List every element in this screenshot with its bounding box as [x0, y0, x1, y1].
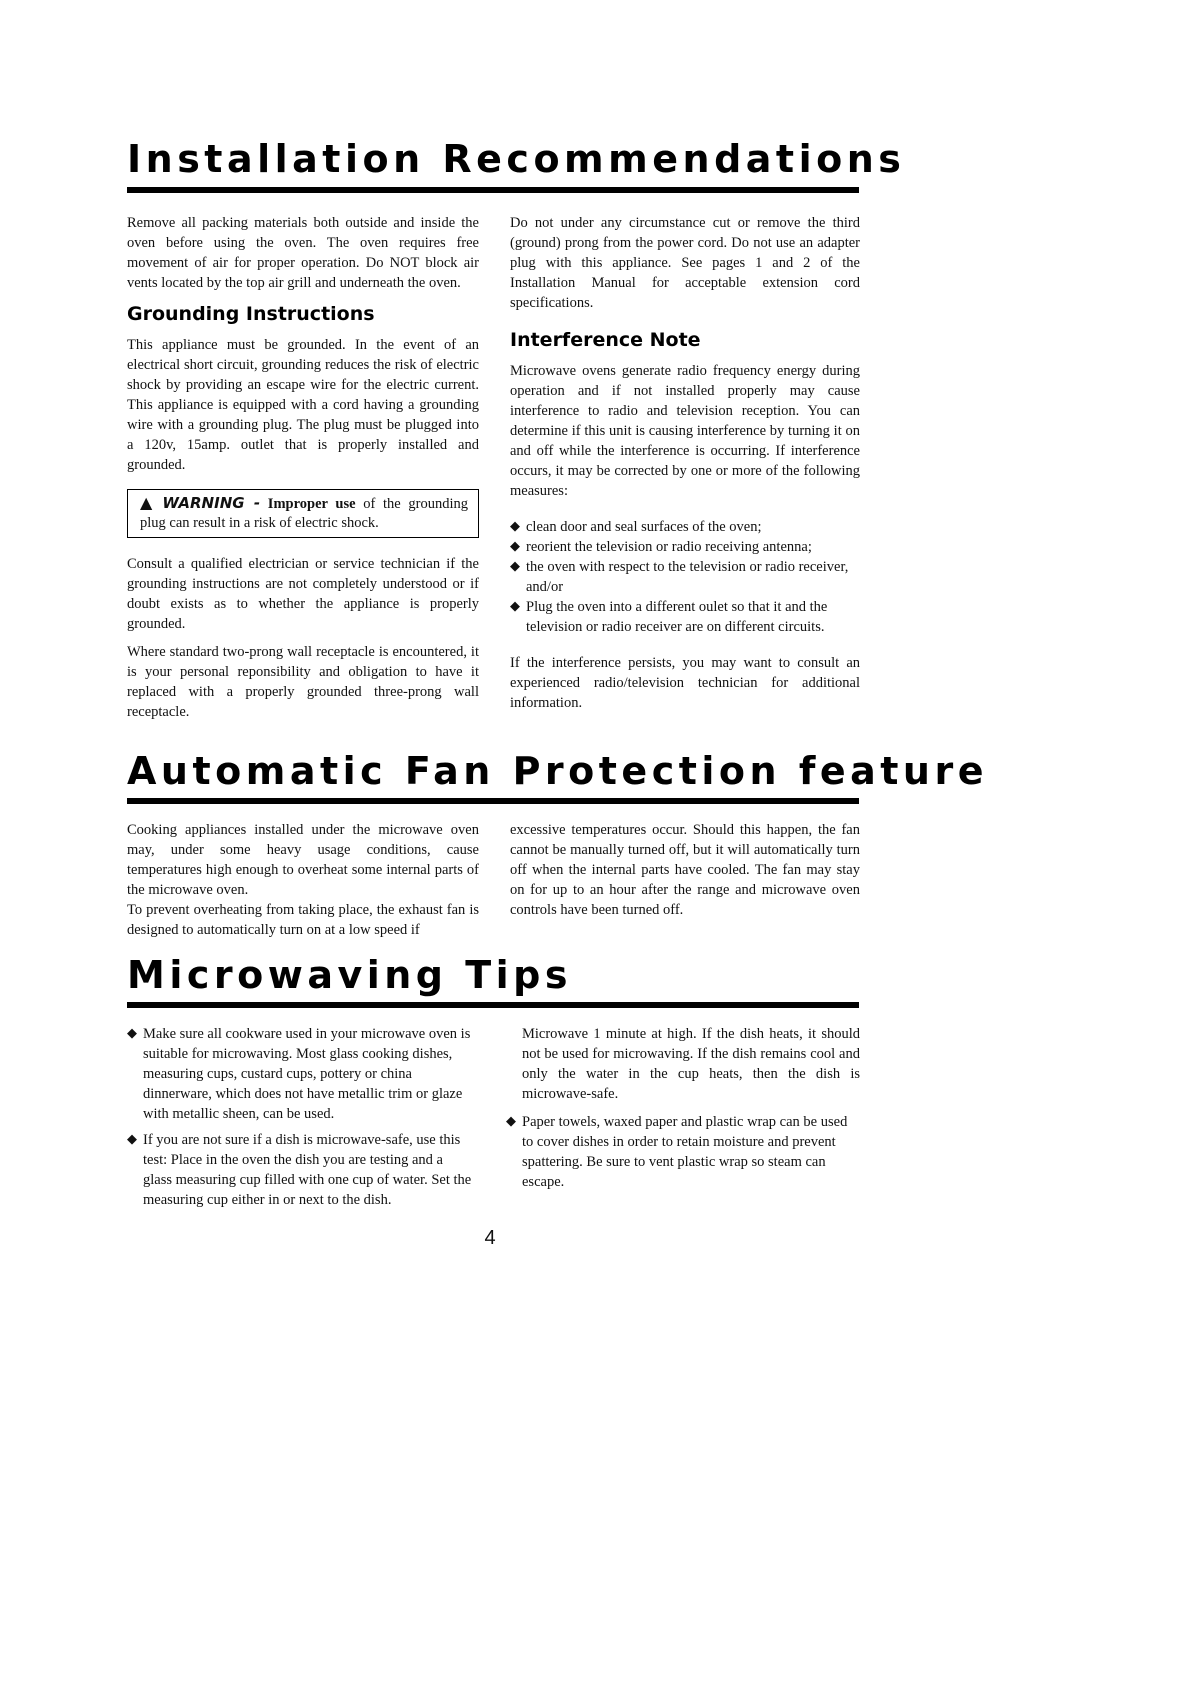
diamond-bullet-icon: ◆	[506, 1114, 516, 1129]
interference-measures	[510, 517, 860, 637]
title-rule	[127, 798, 859, 804]
interference-heading: Interference Note	[510, 329, 701, 351]
ground-prong-paragraph: Do not under any circumstance cut or remove the third (ground) prong from the power cord. Do not use an adapter plug with this appliance. See pages 1 and 2 of the Installation Manual for acceptable extension cord specifications.	[510, 215, 860, 311]
installation-intro: Remove all packing materials both outside and inside the oven before using the oven. The oven requires free movement of air for proper operation. Do NOT block air vents located by the top air grill and underneath the oven.	[127, 215, 479, 291]
list-item: ◆ Plug the oven into a different oulet so that it and the television or radio receiver are on different circuits.	[510, 599, 828, 635]
list-item: ◆ Paper towels, waxed paper and plastic wrap can be used to cover dishes in order to retain moisture and prevent spattering. Be sure to vent plastic wrap so steam can escape.	[506, 1114, 848, 1190]
warning-box	[127, 489, 479, 538]
diamond-bullet-icon: ◆	[510, 539, 520, 554]
warning-label: WARNING -	[162, 494, 261, 512]
installation-title: Installation Recommendations	[127, 137, 906, 181]
tips-list-2	[506, 1112, 860, 1192]
interference-outro: If the interference persists, you may want to consult an experienced radio/television technician for additional information.	[510, 655, 860, 711]
grounding-heading: Grounding Instructions	[127, 303, 375, 325]
page-number: 4	[484, 1227, 496, 1249]
list-item: ◆ clean door and seal surfaces of the oven;	[510, 519, 762, 535]
title-rule	[127, 187, 859, 193]
title-rule	[127, 1002, 859, 1008]
tips-paragraph: Microwave 1 minute at high. If the dish heats, it should not be used for microwaving. If the dish remains cool and only the water in the cup heats, then the dish is microwave-safe.	[522, 1026, 860, 1102]
warning-triangle-icon: ▲	[140, 493, 157, 512]
warning-lead: Improper use	[267, 496, 356, 512]
tips-list	[127, 1024, 472, 1210]
microwaving-tips-title: Microwaving Tips	[127, 953, 573, 997]
diamond-bullet-icon: ◆	[127, 1132, 137, 1147]
diamond-bullet-icon: ◆	[127, 1026, 137, 1041]
fan-right-column	[510, 820, 860, 928]
fan-paragraph-2: To prevent overheating from taking place, the exhaust fan is designed to automatically turn on at a low speed if	[127, 902, 479, 938]
tips-right-column	[506, 1024, 860, 1202]
receptacle-paragraph: Where standard two-prong wall receptacle is encountered, it is your personal reponsibility and obligation to have it replaced with a properly grounded three-prong wall receptacle.	[127, 644, 479, 720]
diamond-bullet-icon: ◆	[510, 559, 520, 574]
interference-body: Microwave ovens generate radio frequency energy during operation and if not installed properly may cause interference to radio and television reception. You can determine if this unit is causing interference by turning it on and off while the interference is occurring. If interference occurs, it may be corrected by one or more of the following measures:	[510, 363, 860, 499]
warning-text: of the grounding plug can result in a risk of electric shock.	[140, 496, 469, 531]
diamond-bullet-icon: ◆	[510, 599, 520, 614]
list-item: ◆ the oven with respect to the television or radio receiver, and/or	[510, 559, 849, 595]
consult-paragraph: Consult a qualified electrician or service technician if the grounding instructions are not completely understood or if doubt exists as to whether the appliance is properly grounded.	[127, 556, 479, 632]
fan-left-column	[127, 820, 479, 940]
list-item: ◆ reorient the television or radio receiving antenna;	[510, 539, 812, 555]
grounding-body: This appliance must be grounded. In the event of an electrical short circuit, grounding reduces the risk of electric shock by providing an escape wire for the electric current. This appliance is equipped with a cord having a grounding wire with a grounding plug. The plug must be plugged into a 120v, 15amp. outlet that is properly installed and grounded.	[127, 337, 479, 473]
installation-left-column	[127, 213, 479, 730]
tips-left-column	[127, 1024, 472, 1220]
fan-paragraph-1: Cooking appliances installed under the microwave oven may, under some heavy usage conditions, cause temperatures high enough to overheat some internal parts of the microwave oven.	[127, 822, 479, 898]
installation-right-column	[510, 213, 860, 721]
fan-paragraph-3: excessive temperatures occur. Should this happen, the fan cannot be manually turned off, but it will automatically turn off when the internal parts have cooled. The fan may stay on for up to an hour after the range and microwave oven controls have been turned off.	[510, 822, 860, 918]
list-item: ◆ If you are not sure if a dish is microwave-safe, use this test: Place in the oven the dish you are testing and a glass measuring cup filled with one cup of water. Set the measuring cup either in or next to the dish.	[127, 1132, 472, 1208]
diamond-bullet-icon: ◆	[510, 519, 520, 534]
fan-protection-title: Automatic Fan Protection feature	[127, 749, 988, 793]
list-item: ◆ Make sure all cookware used in your microwave oven is suitable for microwaving. Most glass cooking dishes, measuring cups, custard cups, pottery or china dinnerware, which does not have metallic trim or glaze with metallic sheen, can be used.	[127, 1026, 471, 1122]
